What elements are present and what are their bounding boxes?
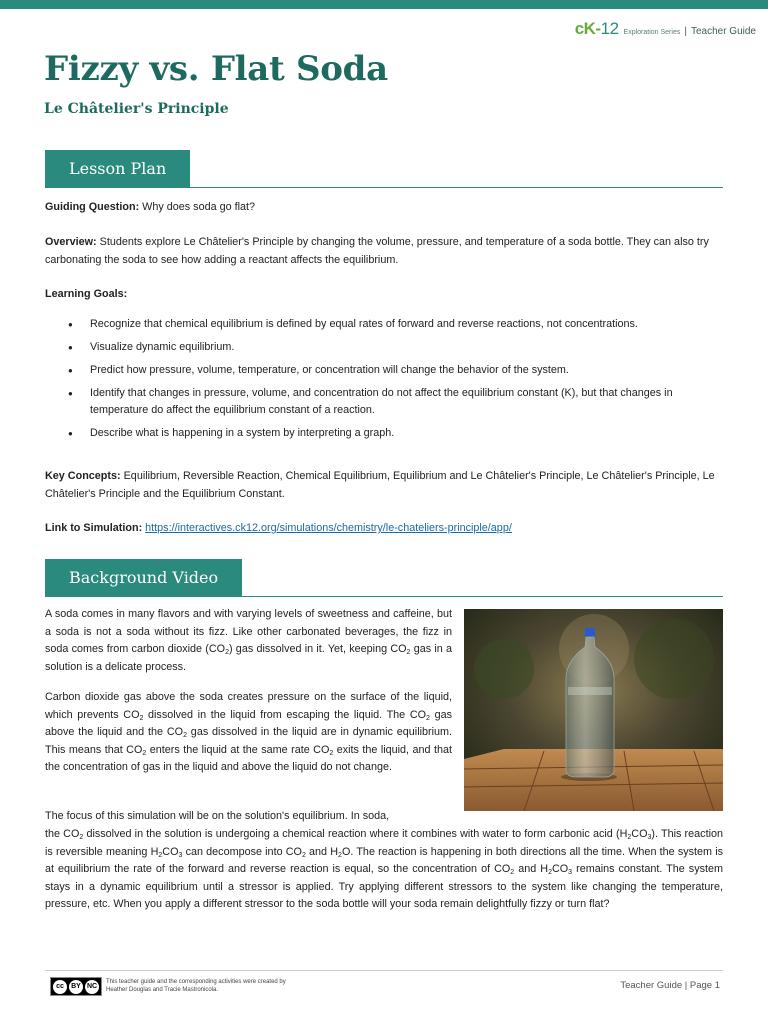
ck12-logo: cK-12: [574, 19, 619, 38]
footer-credit: This teacher guide and the corresponding activities were created by Heather Douglas and Tracie Mastronicola.: [106, 979, 286, 993]
list-item: ● Visualize dynamic equilibrium.: [45, 339, 725, 356]
simulation-link[interactable]: https://interactives.ck12.org/simulations/chemistry/le-chateliers-principle/app/: [145, 522, 512, 534]
guiding-question: Guiding Question: Why does soda go flat?: [45, 201, 256, 213]
learning-goals-label: Learning Goals:: [45, 288, 128, 300]
cc-icon: cc: [53, 980, 67, 994]
list-item: ● Describe what is happening in a system by interpreting a graph.: [45, 425, 725, 442]
page-number: Teacher Guide | Page 1: [620, 980, 720, 991]
brand-separator: |: [684, 26, 687, 37]
page-subtitle: Le Châtelier's Principle: [44, 101, 229, 117]
list-item: ● Predict how pressure, volume, temperature, or concentration will change the behavior of the system.: [45, 362, 725, 379]
noncommercial-icon: NC: [85, 980, 99, 994]
learning-goals-list: [45, 316, 725, 448]
simulation-link-row: Link to Simulation: https://interactives.ck12.org/simulations/chemistry/le-chateliers-principle/app/: [45, 522, 512, 534]
background-video-header: [45, 559, 723, 597]
lesson-plan-tab: Lesson Plan: [45, 150, 190, 187]
soda-bottle-illustration: [464, 609, 723, 811]
series-label: Exploration Series: [623, 29, 681, 36]
top-accent-bar: [0, 0, 768, 9]
overview: Overview: Students explore Le Châtelier's Principle by changing the volume, pressure, and temperature of a soda bottle. They can also try carbonating the soda to see how adding a reactant affects the equilibrium.: [45, 236, 709, 266]
list-item: ● Identify that changes in pressure, volume, and concentration do not affect the equilibrium constant (K), but that changes in temperature do affect the equilibrium constant of a reaction.: [45, 385, 725, 419]
soda-bottle-image: [464, 609, 723, 811]
key-concepts: Key Concepts: Equilibrium, Reversible Reaction, Chemical Equilibrium, Equilibrium and Le Châtelier's Principle, Le Châtelier's Principle, Le Châtelier's Principle and the Equilibrium Constant.: [45, 470, 715, 500]
background-paragraph-1: A soda comes in many flavors and with varying levels of sweetness and caffeine, but a soda is not a soda without its fizz. Like other carbonated beverages, the fizz in soda comes from carbon dioxide $(CO_2)$ gas dissolved in it. Yet, keeping $CO_2$ gas in a solution is a delicate process.: [45, 608, 453, 673]
background-paragraph-2: Carbon dioxide gas above the soda creates pressure on the surface of the liquid, which prevents $CO_2$ dissolved in the liquid from escaping the liquid. The $CO_2$ gas above the liquid and the $CO_2$ gas dissolved in the liquid are in dynamic equilibrium. This means that $CO_2$ enters the liquid at the same rate $CO_2$ exits the liquid, and that the concentration of gas in the liquid and above the liquid do not change.: [45, 691, 452, 774]
list-item: ● Recognize that chemical equilibrium is defined by equal rates of forward and reverse reactions, not concentrations.: [45, 316, 725, 333]
lesson-plan-header: [45, 150, 723, 188]
background-video-tab: Background Video: [45, 559, 242, 596]
footer-divider: [45, 970, 723, 971]
creative-commons-badge: [50, 977, 102, 996]
background-paragraph-3-lead: The focus of this simulation will be on the solution's equilibrium. In soda,: [45, 810, 390, 822]
attribution-icon: BY: [69, 980, 83, 994]
brand-header: [575, 19, 756, 39]
page-title: Fizzy vs. Flat Soda: [44, 49, 388, 89]
background-paragraph-3: the $CO_2$ dissolved in the solution is undergoing a chemical reaction where it combines with water to form carbonic acid $(H_2CO_3)$. This reaction is reversible meaning $H_2CO_3$ can decompose into $CO_2$ and $H_2O$. The reaction is happening in both directions all the time. When the system is at equilibrium the rate of the forward and reverse reaction is equal, so the concentration of $CO_2$ and $H_2CO_3$ remains constant. The system stays in a dynamic equilibrium until a stressor is applied. Try applying different stressors to the system like changing the temperature, pressure, etc. When you apply a different stressor to the soda bottle will your soda remain delightfully fizzy or turn flat?: [45, 828, 723, 911]
guide-label: Teacher Guide: [690, 26, 756, 37]
